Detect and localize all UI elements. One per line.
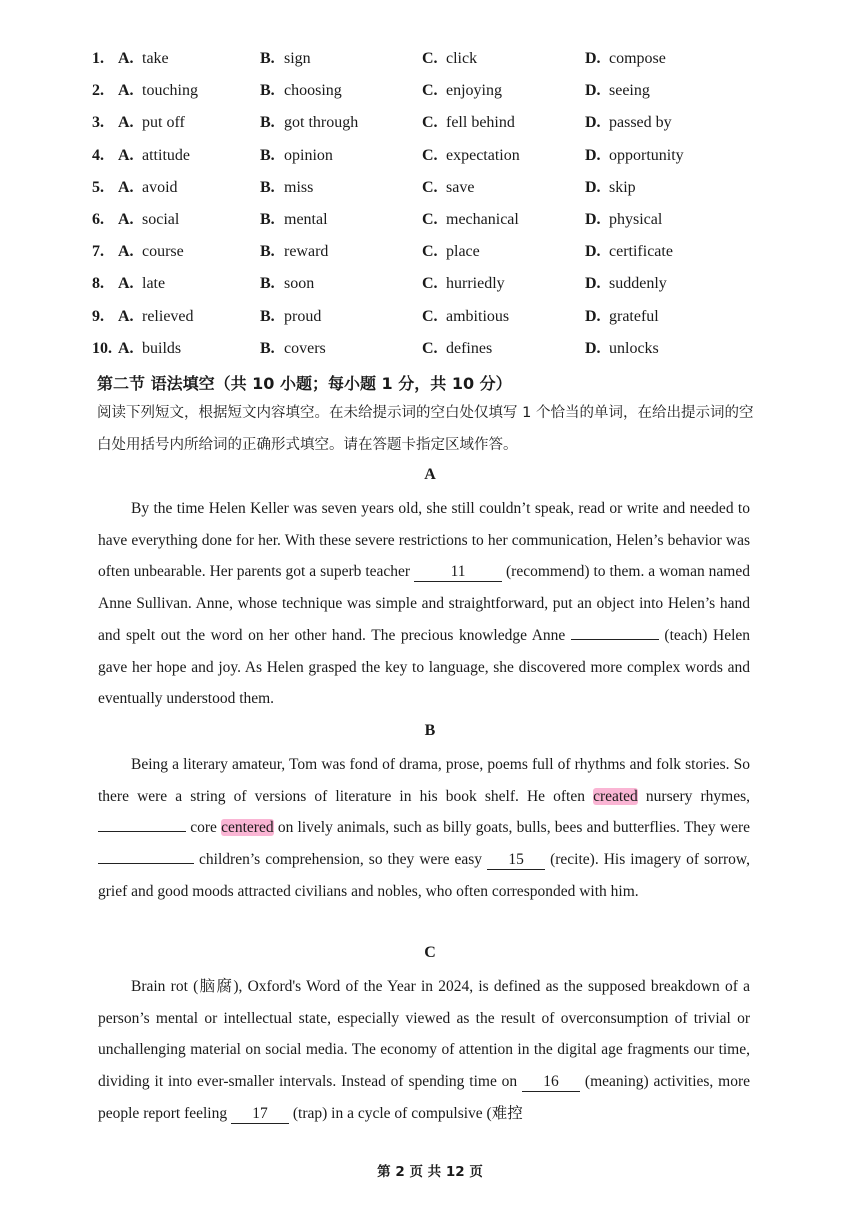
option-letter: A.	[118, 50, 134, 67]
question-number: 6.	[92, 210, 104, 228]
option-c	[422, 114, 515, 132]
option-letter: D.	[585, 178, 601, 196]
option-b	[260, 114, 358, 132]
passage-c-text-3: (trap) in a cycle of compulsive (难控	[288, 1104, 523, 1122]
option-text: save	[446, 178, 475, 196]
option-text: place	[446, 243, 480, 261]
option-letter: A.	[118, 307, 134, 325]
option-text: certificate	[609, 243, 673, 261]
option-letter: C.	[422, 114, 438, 132]
choice-row	[92, 239, 782, 271]
blank-16: 16	[522, 1073, 580, 1092]
passage-b-text	[98, 749, 750, 908]
option-letter: D.	[585, 50, 601, 67]
passage-b-text-6: (recite). His imagery of sorrow, grief and good moods attracted civilians and nobles, who often corresponded with him.	[98, 851, 750, 900]
option-text: skip	[609, 178, 636, 196]
page-footer: 第 2 页 共 12 页	[377, 1164, 483, 1180]
option-letter: B.	[260, 275, 275, 293]
choice-row	[92, 336, 782, 368]
option-a	[118, 308, 194, 326]
option-text: ambitious	[446, 307, 510, 325]
option-text: got through	[284, 114, 359, 132]
choice-row	[92, 46, 782, 78]
option-letter: D.	[585, 82, 601, 100]
option-letter: A.	[118, 178, 134, 196]
question-number: 9.	[92, 307, 104, 325]
option-text: late	[142, 275, 166, 293]
option-d	[585, 308, 659, 326]
option-b	[260, 179, 313, 197]
option-d	[585, 50, 666, 68]
highlight-created: created	[593, 787, 638, 805]
option-text: passed by	[609, 114, 672, 132]
passage-b-text-5: children’s comprehension, so they were easy	[194, 851, 488, 869]
option-letter: D.	[585, 210, 601, 228]
option-letter: C.	[422, 307, 438, 325]
option-b	[260, 211, 328, 229]
option-letter: A.	[118, 275, 134, 293]
question-number: 2.	[92, 82, 104, 100]
question-number: 8.	[92, 275, 104, 293]
passage-a-text-1: By the time Helen Keller was seven years old, she still couldn’t speak, read or write and needed to have everything done for her. With these severe restrictions to her communication, Helen’s behavior was often unbearable. Her parents got a superb teacher	[98, 500, 750, 581]
question-number: 10.	[92, 339, 112, 357]
option-letter: D.	[585, 146, 601, 164]
option-b	[260, 243, 328, 261]
blank-15: 15	[487, 851, 545, 870]
option-b	[260, 50, 311, 68]
option-b	[260, 275, 314, 293]
option-letter: A.	[118, 243, 134, 261]
option-letter: D.	[585, 114, 601, 132]
passage-c-title: C	[424, 944, 436, 961]
option-text: physical	[609, 210, 663, 228]
choice-row	[92, 207, 782, 239]
option-text: click	[446, 50, 478, 67]
option-letter: D.	[585, 339, 601, 357]
choices-table	[92, 46, 782, 368]
passage-a-text-2: (recommend) to them. a woman named Anne Sullivan. Anne, whose technique was simple and straightforward, put an object into Helen’s hand and spelt out the word on her other hand. The precious knowledge Anne	[98, 563, 750, 644]
option-letter: B.	[260, 210, 275, 228]
option-b	[260, 308, 321, 326]
option-c	[422, 308, 509, 326]
passage-a-text-3: (teach) Helen gave her hope and joy. As Helen grasped the key to language, she discovered more complex words and eventually understood them.	[98, 626, 751, 708]
section-title: 第二节 语法填空（共 10 小题；每小题 1 分，共 10 分）	[97, 374, 512, 393]
option-letter: B.	[260, 243, 275, 261]
option-letter: C.	[422, 339, 438, 357]
option-text: mechanical	[446, 210, 519, 228]
section-instructions: 阅读下列短文，根据短文内容填空。在未给提示词的空白处仅填写 1 个恰当的单词，在给出提示词的空白处用括号内所给词的正确形式填空。请在答题卡指定区域作答。	[97, 405, 754, 453]
option-text: sign	[284, 50, 311, 67]
option-a	[118, 243, 184, 261]
option-b	[260, 147, 333, 165]
option-text: defines	[446, 339, 493, 357]
option-text: attitude	[142, 146, 190, 164]
option-text: grateful	[609, 307, 659, 325]
option-d	[585, 211, 662, 229]
passage-c-text	[98, 971, 750, 1130]
option-text: reward	[284, 243, 329, 261]
choice-row	[92, 271, 782, 303]
passage-b-text-4: on lively animals, such as billy goats, bulls, bees and butterflies. They were	[273, 819, 750, 837]
option-a	[118, 340, 181, 358]
choice-row	[92, 304, 782, 336]
choice-row	[92, 110, 782, 142]
option-letter: A.	[118, 210, 134, 228]
option-letter: C.	[422, 243, 438, 261]
blank-14	[98, 863, 194, 864]
option-letter: A.	[118, 339, 134, 357]
option-text: touching	[142, 82, 198, 100]
option-text: builds	[142, 339, 182, 357]
blank-12	[571, 639, 659, 640]
choice-row	[92, 175, 782, 207]
option-letter: A.	[118, 114, 134, 132]
option-letter: C.	[422, 50, 438, 67]
option-text: hurriedly	[446, 275, 505, 293]
option-c	[422, 340, 492, 358]
option-c	[422, 179, 474, 197]
option-d	[585, 147, 684, 165]
option-d	[585, 82, 650, 100]
passage-a-text	[98, 493, 750, 715]
option-letter: B.	[260, 146, 275, 164]
option-letter: B.	[260, 339, 275, 357]
option-d	[585, 114, 672, 132]
option-c	[422, 50, 477, 68]
option-text: social	[142, 210, 180, 228]
option-text: expectation	[446, 146, 520, 164]
option-letter: C.	[422, 146, 438, 164]
choice-row	[92, 143, 782, 175]
blank-11: 11	[414, 563, 502, 582]
option-letter: B.	[260, 50, 275, 67]
question-number: 5.	[92, 178, 104, 196]
question-number: 7.	[92, 243, 104, 261]
option-text: course	[142, 243, 184, 261]
question-number: 4.	[92, 146, 104, 164]
option-a	[118, 179, 178, 197]
option-text: mental	[284, 210, 328, 228]
option-d	[585, 275, 667, 293]
question-number: 3.	[92, 114, 104, 132]
option-letter: B.	[260, 307, 275, 325]
option-letter: D.	[585, 307, 601, 325]
option-text: put off	[142, 114, 185, 132]
option-text: soon	[284, 275, 315, 293]
option-c	[422, 211, 519, 229]
option-d	[585, 179, 636, 197]
option-letter: A.	[118, 146, 134, 164]
option-c	[422, 82, 502, 100]
option-letter: B.	[260, 114, 275, 132]
option-text: seeing	[609, 82, 650, 100]
option-text: covers	[284, 339, 326, 357]
option-text: take	[142, 50, 169, 67]
option-text: fell behind	[446, 114, 515, 132]
option-text: proud	[284, 307, 322, 325]
passage-b-text-1: Being a literary amateur, Tom was fond of drama, prose, poems full of rhythms and folk stories. So there were a string of versions of literature in his book shelf. He often	[98, 756, 750, 805]
option-text: unlocks	[609, 339, 659, 357]
option-a	[118, 82, 198, 100]
blank-13	[98, 831, 186, 832]
option-a	[118, 211, 179, 229]
option-text: miss	[284, 178, 314, 196]
option-letter: B.	[260, 82, 275, 100]
option-a	[118, 275, 165, 293]
question-number: 1.	[92, 50, 104, 67]
option-letter: C.	[422, 275, 438, 293]
option-a	[118, 50, 169, 68]
passage-b-text-3: core	[186, 819, 222, 837]
passage-c-text-2: (meaning) activities, more people report feeling	[98, 1073, 750, 1122]
option-text: suddenly	[609, 275, 667, 293]
option-d	[585, 243, 673, 261]
option-letter: C.	[422, 178, 438, 196]
passage-a-title: A	[424, 466, 436, 483]
option-b	[260, 82, 342, 100]
passage-c-text-1: Brain rot (脑腐), Oxford's Word of the Year in 2024, is defined as the supposed breakdown of a person’s mental or intellectual state, especially viewed as the result of overconsumption of trivial or unchallenging material on social media. The economy of attention in the digital age fragments our time, dividing it into ever-smaller intervals. Instead of spending time on	[98, 978, 750, 1091]
option-text: enjoying	[446, 82, 502, 100]
option-letter: C.	[422, 82, 438, 100]
blank-17: 17	[231, 1105, 289, 1124]
option-text: choosing	[284, 82, 342, 100]
option-text: relieved	[142, 307, 194, 325]
option-letter: B.	[260, 178, 275, 196]
choice-row	[92, 78, 782, 110]
option-text: opportunity	[609, 146, 684, 164]
option-d	[585, 340, 659, 358]
option-letter: D.	[585, 243, 601, 261]
option-letter: D.	[585, 275, 601, 293]
option-c	[422, 275, 505, 293]
option-text: compose	[609, 50, 666, 67]
highlight-centered: centered	[221, 819, 274, 837]
option-b	[260, 340, 326, 358]
option-c	[422, 147, 520, 165]
option-a	[118, 147, 190, 165]
passage-b-text-2: nursery rhymes,	[637, 787, 750, 805]
option-letter: C.	[422, 210, 438, 228]
passage-b-title: B	[424, 722, 436, 739]
option-c	[422, 243, 480, 261]
option-a	[118, 114, 185, 132]
option-text: avoid	[142, 178, 178, 196]
option-text: opinion	[284, 146, 333, 164]
option-letter: A.	[118, 82, 134, 100]
